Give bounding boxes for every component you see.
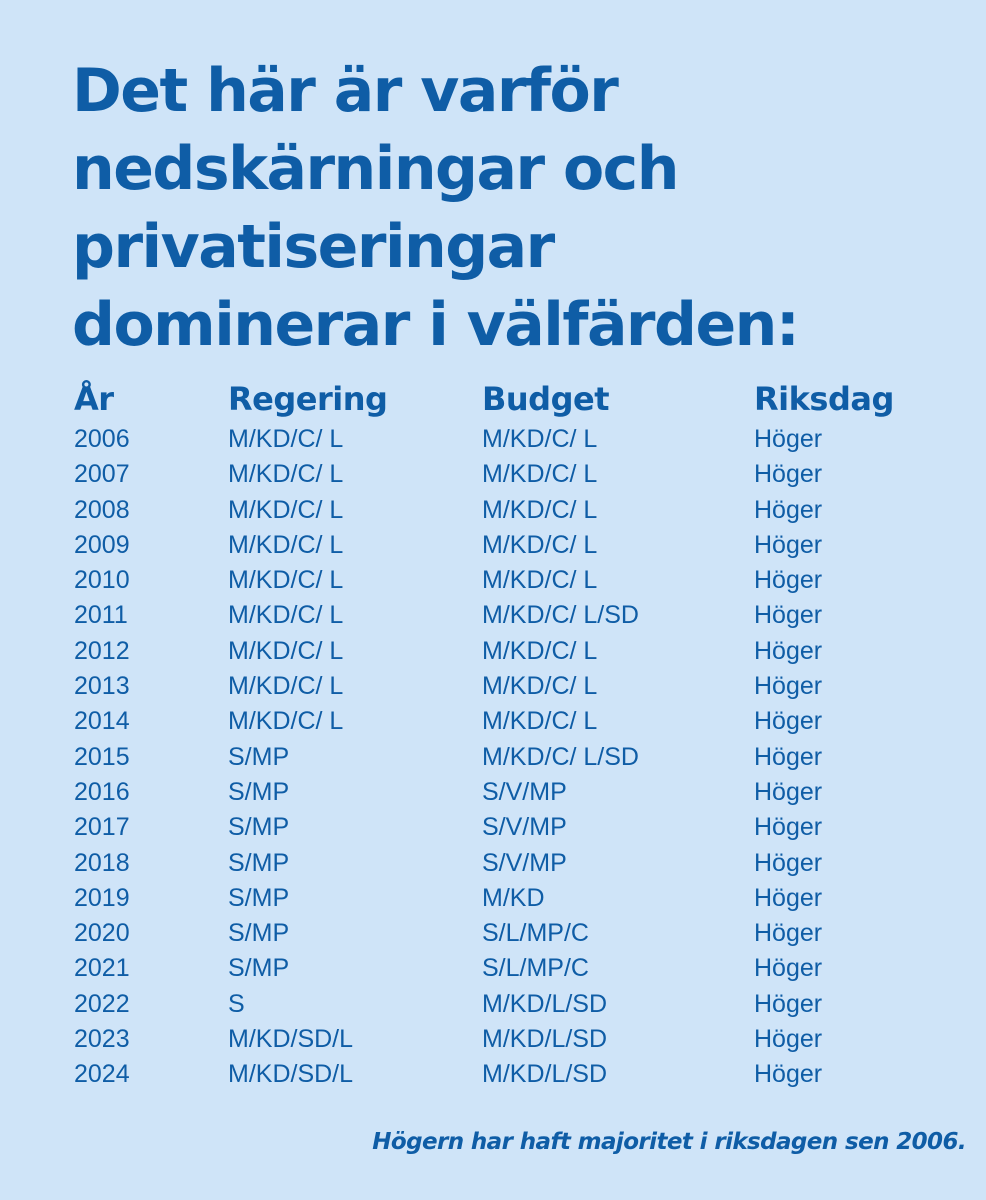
cell-year: 2016 <box>74 777 130 806</box>
table-row <box>74 493 934 528</box>
table-row <box>74 740 934 775</box>
cell-parliament: Höger <box>754 813 823 842</box>
cell-parliament: Höger <box>754 919 823 948</box>
table-row <box>74 1022 934 1057</box>
table-row <box>74 563 934 598</box>
header-parliament: Riksdag <box>754 380 894 418</box>
table-row <box>74 951 934 986</box>
cell-year: 2017 <box>74 813 130 842</box>
cell-year: 2006 <box>74 425 130 453</box>
cell-year: 2008 <box>74 495 130 524</box>
header-government: Regering <box>228 380 388 418</box>
cell-budget: S/V/MP <box>482 777 567 806</box>
table-row <box>74 704 934 739</box>
cell-year: 2021 <box>74 954 130 983</box>
cell-parliament: Höger <box>754 1025 823 1054</box>
cell-government: S/MP <box>228 848 290 877</box>
cell-parliament: Höger <box>754 530 823 559</box>
cell-budget: S/L/MP/C <box>482 954 589 983</box>
cell-budget: M/KD/C/ L <box>482 425 598 453</box>
cell-year: 2019 <box>74 883 130 912</box>
page-title <box>72 52 952 364</box>
cell-government: M/KD/C/ L <box>228 707 344 736</box>
cell-parliament: Höger <box>754 707 823 736</box>
title-line: dominerar i välfärden: <box>72 290 799 360</box>
cell-year: 2023 <box>74 1025 130 1054</box>
cell-year: 2012 <box>74 636 130 665</box>
cell-year: 2011 <box>74 601 128 630</box>
cell-parliament: Höger <box>754 742 823 771</box>
cell-year: 2015 <box>74 742 130 771</box>
table-row <box>74 987 934 1022</box>
header-year: År <box>74 380 114 418</box>
table-body <box>74 422 934 1093</box>
cell-budget: M/KD/C/ L <box>482 672 598 701</box>
table-row <box>74 669 934 704</box>
cell-budget: M/KD/C/ L <box>482 495 598 524</box>
cell-government: M/KD/C/ L <box>228 566 344 595</box>
cell-government: M/KD/C/ L <box>228 425 344 453</box>
cell-parliament: Höger <box>754 495 823 524</box>
table-row <box>74 881 934 916</box>
cell-year: 2010 <box>74 566 130 595</box>
table-row <box>74 846 934 881</box>
cell-year: 2009 <box>74 530 130 559</box>
cell-year: 2022 <box>74 989 130 1018</box>
footer-note: Högern har haft majoritet i riksdagen sen 2006. <box>372 1129 966 1155</box>
cell-government: S/MP <box>228 954 290 983</box>
table-row <box>74 634 934 669</box>
cell-budget: M/KD/C/ L/SD <box>482 742 639 771</box>
cell-government: M/KD/C/ L <box>228 495 344 524</box>
cell-parliament: Höger <box>754 460 823 489</box>
cell-budget: M/KD/L/SD <box>482 1060 608 1089</box>
cell-budget: M/KD/L/SD <box>482 1025 608 1054</box>
cell-government: M/KD/C/ L <box>228 601 344 630</box>
cell-government: M/KD/C/ L <box>228 530 344 559</box>
table-row <box>74 810 934 845</box>
cell-budget: M/KD/C/ L/SD <box>482 601 639 630</box>
cell-government: S/MP <box>228 813 290 842</box>
cell-government: M/KD/SD/L <box>228 1025 354 1054</box>
header-budget: Budget <box>482 380 609 418</box>
cell-budget: M/KD/C/ L <box>482 636 598 665</box>
cell-parliament: Höger <box>754 566 823 595</box>
cell-budget: M/KD/C/ L <box>482 460 598 489</box>
cell-parliament: Höger <box>754 777 823 806</box>
title-line: nedskärningar och <box>72 134 678 204</box>
cell-parliament: Höger <box>754 1060 823 1089</box>
table-row <box>74 775 934 810</box>
table-row <box>74 457 934 492</box>
table-row <box>74 422 934 457</box>
cell-government: S/MP <box>228 919 290 948</box>
cell-parliament: Höger <box>754 883 823 912</box>
government-table <box>74 376 934 1093</box>
cell-parliament: Höger <box>754 672 823 701</box>
cell-budget: S/V/MP <box>482 813 567 842</box>
table-row <box>74 916 934 951</box>
cell-year: 2007 <box>74 460 130 489</box>
cell-year: 2014 <box>74 707 130 736</box>
cell-government: S/MP <box>228 883 290 912</box>
table-header-row <box>74 376 934 422</box>
cell-government: M/KD/C/ L <box>228 460 344 489</box>
cell-year: 2020 <box>74 919 130 948</box>
cell-parliament: Höger <box>754 425 823 453</box>
table-row <box>74 1057 934 1092</box>
cell-government: S <box>228 989 245 1018</box>
cell-budget: M/KD/L/SD <box>482 989 608 1018</box>
cell-government: M/KD/C/ L <box>228 636 344 665</box>
table-row <box>74 528 934 563</box>
cell-government: M/KD/SD/L <box>228 1060 354 1089</box>
cell-year: 2024 <box>74 1060 130 1089</box>
cell-budget: M/KD/C/ L <box>482 530 598 559</box>
title-line: Det här är varför <box>72 56 618 126</box>
cell-parliament: Höger <box>754 848 823 877</box>
cell-parliament: Höger <box>754 601 823 630</box>
cell-budget: M/KD/C/ L <box>482 566 598 595</box>
table-row <box>74 598 934 633</box>
cell-government: M/KD/C/ L <box>228 672 344 701</box>
cell-parliament: Höger <box>754 954 823 983</box>
title-line: privatiseringar <box>72 212 554 282</box>
cell-year: 2018 <box>74 848 130 877</box>
cell-government: S/MP <box>228 742 290 771</box>
cell-budget: S/L/MP/C <box>482 919 589 948</box>
cell-parliament: Höger <box>754 989 823 1018</box>
cell-government: S/MP <box>228 777 290 806</box>
cell-budget: M/KD/C/ L <box>482 707 598 736</box>
cell-year: 2013 <box>74 672 130 701</box>
cell-parliament: Höger <box>754 636 823 665</box>
cell-budget: S/V/MP <box>482 848 567 877</box>
cell-budget: M/KD <box>482 883 545 912</box>
